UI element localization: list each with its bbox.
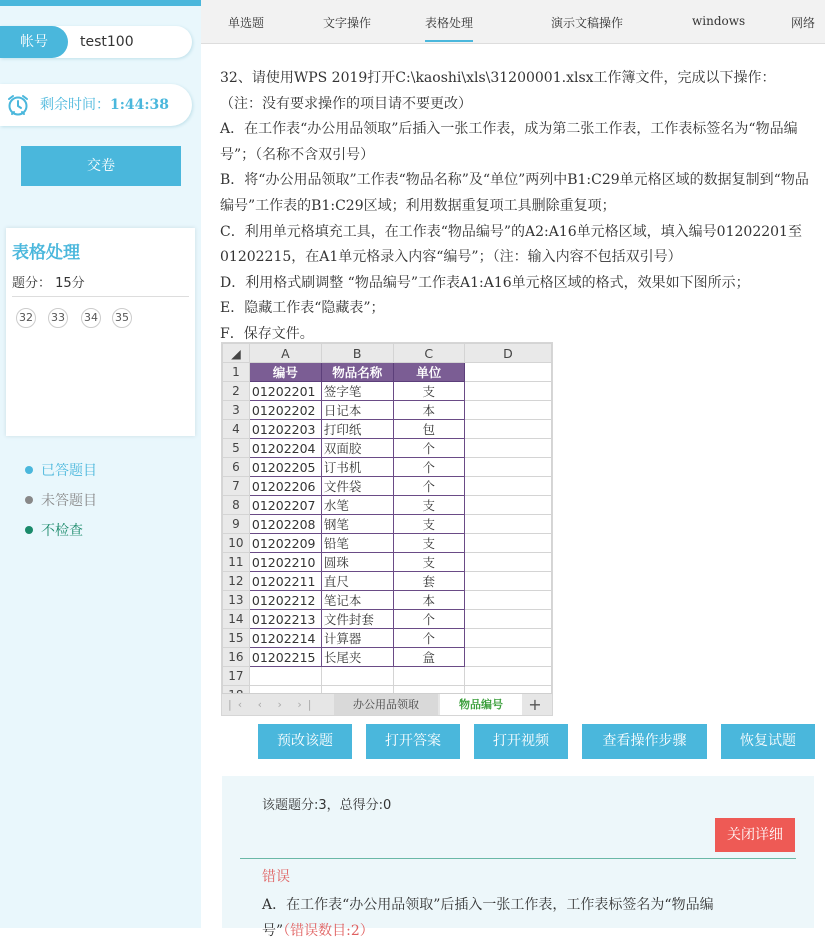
timer-value: 1:44:38 xyxy=(110,97,170,113)
table-cell xyxy=(464,439,551,458)
cell-d1 xyxy=(464,363,551,382)
top-strip xyxy=(0,0,201,6)
table-cell: 01202212 xyxy=(249,591,321,610)
table-row xyxy=(223,534,552,553)
tab-windows[interactable]: windows xyxy=(692,14,746,28)
question-item-b: B．将“办公用品领取”工作表“物品名称”及“单位”两列中B1:C29单元格区域的数据复制到“物品编号”工作表的B1:C29区域；利用数据重复项工具删除重复项； xyxy=(220,172,809,214)
question-intro: 32、请使用WPS 2019打开C:\kaoshi\xls\31200001.xlsx工作簿文件，完成以下操作： xyxy=(220,70,776,86)
table-cell: 包 xyxy=(393,420,464,439)
tab-presentation[interactable]: 演示文稿操作 xyxy=(551,16,624,30)
tab-network[interactable]: 网络 xyxy=(791,16,816,30)
view-steps-button[interactable]: 查看操作步骤 xyxy=(582,724,707,759)
table-cell xyxy=(464,420,551,439)
question-number-34[interactable]: 34 xyxy=(81,308,101,328)
table-cell: 个 xyxy=(393,477,464,496)
table-row xyxy=(223,458,552,477)
table-cell xyxy=(464,515,551,534)
tab-spreadsheet[interactable]: 表格处理 xyxy=(425,14,473,42)
table-row xyxy=(223,420,552,439)
sheet-tab-bar xyxy=(222,693,553,715)
unanswered-dot-icon xyxy=(25,496,33,504)
table-row xyxy=(223,363,552,382)
table-row xyxy=(223,667,552,686)
table-cell: 盒 xyxy=(393,648,464,667)
table-cell: 01202205 xyxy=(249,458,321,477)
select-all-corner: ◢ xyxy=(223,344,250,363)
table-cell: 打印纸 xyxy=(321,420,393,439)
alarm-clock-icon xyxy=(6,93,30,117)
table-cell xyxy=(464,667,551,686)
legend-answered xyxy=(25,460,97,480)
table-row xyxy=(223,515,552,534)
header-cell-c1: 单位 xyxy=(393,363,464,382)
question-item-f: F．保存文件。 xyxy=(220,325,314,342)
divider xyxy=(12,296,189,297)
table-cell: 支 xyxy=(393,382,464,401)
sheet-tab-item-codes[interactable]: 物品编号 xyxy=(440,694,522,715)
timer-box xyxy=(0,84,192,126)
table-row xyxy=(223,629,552,648)
row-header: 17 xyxy=(223,667,250,686)
table-row xyxy=(223,477,552,496)
spreadsheet-grid xyxy=(222,343,552,705)
row-header: 8 xyxy=(223,496,250,515)
header-cell-b1: 物品名称 xyxy=(321,363,393,382)
table-cell: 01202215 xyxy=(249,648,321,667)
table-cell: 01202204 xyxy=(249,439,321,458)
table-cell: 日记本 xyxy=(321,401,393,420)
row-header: 7 xyxy=(223,477,250,496)
row-header: 15 xyxy=(223,629,250,648)
sheet-tab-office-supplies[interactable]: 办公用品领取 xyxy=(334,694,438,715)
legend-no-check xyxy=(25,520,83,540)
table-cell xyxy=(249,667,321,686)
table-row xyxy=(223,648,552,667)
question-number-32[interactable]: 32 xyxy=(16,308,36,328)
add-sheet-icon[interactable]: + xyxy=(528,695,542,714)
timer-text xyxy=(40,84,169,126)
table-cell: 本 xyxy=(393,401,464,420)
table-cell: 本 xyxy=(393,591,464,610)
table-cell: 01202210 xyxy=(249,553,321,572)
table-cell xyxy=(464,458,551,477)
row-header: 13 xyxy=(223,591,250,610)
table-cell xyxy=(464,610,551,629)
sidebar xyxy=(0,0,201,928)
table-cell: 01202203 xyxy=(249,420,321,439)
error-count: （错误数目:2） xyxy=(283,923,374,939)
question-item-c: C．利用单元格填充工具，在工作表“物品编号”的A2:A16单元格区域，填入编号01202201至01202215，在A1单元格录入内容“编号”；（注：输入内容不包括双引号） xyxy=(220,223,802,266)
row-header: 14 xyxy=(223,610,250,629)
table-cell xyxy=(464,477,551,496)
answered-dot-icon xyxy=(25,466,33,474)
table-cell: 01202208 xyxy=(249,515,321,534)
legend-no-check-label: 不检查 xyxy=(41,523,83,539)
tab-single-choice[interactable]: 单选题 xyxy=(228,16,265,30)
question-number-33[interactable]: 33 xyxy=(48,308,68,328)
table-cell: 01202211 xyxy=(249,572,321,591)
table-cell: 01202213 xyxy=(249,610,321,629)
table-cell xyxy=(464,534,551,553)
table-row xyxy=(223,572,552,591)
table-cell xyxy=(464,572,551,591)
table-cell: 01202207 xyxy=(249,496,321,515)
header-cell-a1: 编号 xyxy=(249,363,321,382)
column-header-d: D xyxy=(464,344,551,363)
row-header: 4 xyxy=(223,420,250,439)
table-cell xyxy=(464,401,551,420)
table-row xyxy=(223,401,552,420)
table-cell: 订书机 xyxy=(321,458,393,477)
table-row xyxy=(223,591,552,610)
result-detail xyxy=(262,892,762,944)
table-cell: 水笔 xyxy=(321,496,393,515)
table-cell: 01202201 xyxy=(249,382,321,401)
table-cell: 个 xyxy=(393,629,464,648)
spreadsheet-preview xyxy=(221,342,553,716)
legend-answered-label: 已答题目 xyxy=(41,463,97,479)
legend-unanswered-label: 未答题目 xyxy=(41,493,97,509)
sheet-nav-arrows-icon[interactable]: |‹ ‹ › ›| xyxy=(228,698,318,711)
timer-label: 剩余时间： xyxy=(40,97,110,113)
section-score: 题分： 15分 xyxy=(12,276,85,291)
table-cell xyxy=(464,629,551,648)
table-cell: 文件封套 xyxy=(321,610,393,629)
table-cell: 支 xyxy=(393,515,464,534)
question-panel xyxy=(6,228,195,436)
section-title: 表格处理 xyxy=(12,243,80,263)
row-header: 6 xyxy=(223,458,250,477)
table-cell xyxy=(321,667,393,686)
table-cell: 长尾夹 xyxy=(321,648,393,667)
legend-unanswered xyxy=(25,490,97,510)
open-video-button[interactable]: 打开视频 xyxy=(474,724,568,759)
tab-word-processing[interactable]: 文字操作 xyxy=(323,16,372,30)
table-cell: 支 xyxy=(393,496,464,515)
table-cell: 计算器 xyxy=(321,629,393,648)
table-cell: 文件袋 xyxy=(321,477,393,496)
account-label: 帐号 xyxy=(0,26,68,58)
table-cell: 直尺 xyxy=(321,572,393,591)
table-cell: 签字笔 xyxy=(321,382,393,401)
question-text xyxy=(220,66,820,348)
row-header: 2 xyxy=(223,382,250,401)
column-header-c: C xyxy=(393,344,464,363)
question-number-35[interactable]: 35 xyxy=(112,308,132,328)
row-header: 3 xyxy=(223,401,250,420)
table-cell: 套 xyxy=(393,572,464,591)
table-cell: 钢笔 xyxy=(321,515,393,534)
row-header: 12 xyxy=(223,572,250,591)
account-box xyxy=(0,26,192,58)
table-cell: 个 xyxy=(393,458,464,477)
table-row xyxy=(223,610,552,629)
table-cell: 01202202 xyxy=(249,401,321,420)
table-cell: 01202209 xyxy=(249,534,321,553)
table-row xyxy=(223,382,552,401)
table-cell: 圆珠 xyxy=(321,553,393,572)
table-cell: 个 xyxy=(393,439,464,458)
row-header: 10 xyxy=(223,534,250,553)
row-header: 5 xyxy=(223,439,250,458)
table-row xyxy=(223,439,552,458)
table-cell: 01202206 xyxy=(249,477,321,496)
question-item-d: D．利用格式刷调整 “物品编号”工作表A1:A16单元格区域的格式，效果如下图所示； xyxy=(220,274,750,291)
table-cell: 双面胶 xyxy=(321,439,393,458)
table-cell xyxy=(464,553,551,572)
question-note: （注：没有要求操作的项目请不要更改） xyxy=(220,95,472,112)
table-cell xyxy=(393,667,464,686)
table-cell: 个 xyxy=(393,610,464,629)
column-header-row xyxy=(223,344,552,363)
table-cell: 支 xyxy=(393,553,464,572)
table-row xyxy=(223,553,552,572)
table-row xyxy=(223,496,552,515)
preview-question-button[interactable]: 预改该题 xyxy=(258,724,352,759)
divider xyxy=(240,858,796,859)
result-status: 错误 xyxy=(262,869,290,885)
submit-exam-button[interactable]: 交卷 xyxy=(21,146,181,186)
column-header-a: A xyxy=(249,344,321,363)
row-header: 11 xyxy=(223,553,250,572)
no-check-dot-icon xyxy=(25,526,33,534)
account-value: test100 xyxy=(80,34,134,50)
table-cell xyxy=(464,382,551,401)
table-cell: 01202214 xyxy=(249,629,321,648)
table-cell: 铅笔 xyxy=(321,534,393,553)
table-cell xyxy=(464,648,551,667)
score-summary: 该题题分:3，总得分:0 xyxy=(262,798,392,813)
question-item-a: A．在工作表“办公用品领取”后插入一张工作表，成为第二张工作表，工作表标签名为“物品编号”；（名称不含双引号） xyxy=(220,121,798,163)
row-header: 16 xyxy=(223,648,250,667)
restore-question-button[interactable]: 恢复试题 xyxy=(721,724,815,759)
result-detail-tail: 号” xyxy=(262,923,284,939)
table-cell xyxy=(464,591,551,610)
question-item-e: E．隐藏工作表“隐藏表”； xyxy=(220,300,385,317)
close-details-button[interactable]: 关闭详细 xyxy=(715,818,795,852)
result-detail-text: A．在工作表“办公用品领取”后插入一张工作表，工作表标签名为“物品编 xyxy=(262,897,714,913)
column-header-b: B xyxy=(321,344,393,363)
table-cell: 支 xyxy=(393,534,464,553)
result-panel xyxy=(222,776,814,939)
row-header: 9 xyxy=(223,515,250,534)
open-answer-button[interactable]: 打开答案 xyxy=(366,724,460,759)
row-header: 1 xyxy=(223,363,250,382)
table-cell: 笔记本 xyxy=(321,591,393,610)
table-cell xyxy=(464,496,551,515)
tab-bar xyxy=(201,0,825,44)
